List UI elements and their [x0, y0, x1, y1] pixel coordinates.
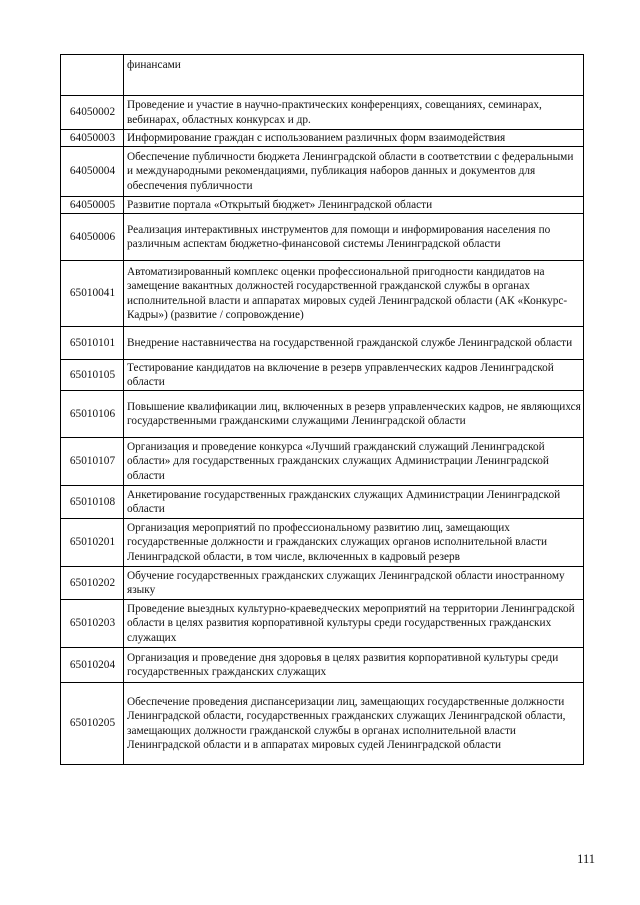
row-code: 65010108	[61, 486, 124, 519]
table-row	[61, 261, 584, 327]
row-code: 65010105	[61, 360, 124, 391]
table-row	[61, 648, 584, 683]
row-code	[61, 55, 124, 96]
row-code: 65010201	[61, 519, 124, 567]
table-row	[61, 438, 584, 486]
row-code: 65010205	[61, 683, 124, 765]
table-row	[61, 197, 584, 214]
table-row	[61, 214, 584, 261]
row-description: Внедрение наставничества на государственной гражданской службе Ленинградской области	[124, 327, 584, 360]
row-code: 65010203	[61, 600, 124, 648]
table-row	[61, 683, 584, 765]
row-description: Организация мероприятий по профессиональному развитию лиц, замещающих государственные должности и гражданских служащих органов исполнительной власти Ленинградской области, в том числе, включенных в кадровый резерв	[124, 519, 584, 567]
table-row	[61, 486, 584, 519]
row-code: 65010101	[61, 327, 124, 360]
table-row	[61, 130, 584, 147]
row-description: Повышение квалификации лиц, включенных в резерв управленческих кадров, не являющихся государственными гражданскими служащими Ленинградской области	[124, 391, 584, 438]
page-number: 111	[577, 852, 595, 866]
row-description: Обеспечение публичности бюджета Ленинградской области в соответствии с федеральными и международными рекомендациями, публикация наборов данных и документов для обеспечения публичности	[124, 147, 584, 197]
row-code: 65010106	[61, 391, 124, 438]
table-row	[61, 147, 584, 197]
row-code: 65010107	[61, 438, 124, 486]
budget-codes-table	[60, 54, 584, 765]
row-description: Обеспечение проведения диспансеризации лиц, замещающих государственные должности Ленинградской области, государственных гражданских служащих Ленинградской области, замещающих должности гражданской службы в органах исполнительной власти Ленинградской области и в аппаратах мировых судей Ленинградской области	[124, 683, 584, 765]
table-row	[61, 96, 584, 130]
row-description: Анкетирование государственных гражданских служащих Администрации Ленинградской области	[124, 486, 584, 519]
table-row	[61, 391, 584, 438]
row-code: 64050006	[61, 214, 124, 261]
row-description: Проведение выездных культурно-краеведческих мероприятий на территории Ленинградской области в целях развития корпоративной культуры среди государственных гражданских служащих	[124, 600, 584, 648]
row-code: 65010204	[61, 648, 124, 683]
row-description: Автоматизированный комплекс оценки профессиональной пригодности кандидатов на замещение вакантных должностей государственной гражданской службы в органах исполнительной власти и аппаратах мировых судей Ленинградской области (АК «Конкурс-Кадры») (развитие / сопровождение)	[124, 261, 584, 327]
table-row	[61, 567, 584, 600]
table-row	[61, 600, 584, 648]
row-code: 64050003	[61, 130, 124, 147]
row-description: Информирование граждан с использованием различных форм взаимодействия	[124, 130, 584, 147]
table-row	[61, 327, 584, 360]
table-row	[61, 519, 584, 567]
row-code: 65010202	[61, 567, 124, 600]
row-code: 64050005	[61, 197, 124, 214]
row-description: Организация и проведение конкурса «Лучший гражданский служащий Ленинградской области» для государственных гражданских служащих Администрации Ленинградской области	[124, 438, 584, 486]
row-description: Развитие портала «Открытый бюджет» Ленинградской области	[124, 197, 584, 214]
row-code: 65010041	[61, 261, 124, 327]
row-description: Организация и проведение дня здоровья в целях развития корпоративной культуры среди государственных гражданских служащих	[124, 648, 584, 683]
table-row	[61, 55, 584, 96]
row-code: 64050002	[61, 96, 124, 130]
table-row	[61, 360, 584, 391]
row-description: Проведение и участие в научно-практических конференциях, совещаниях, семинарах, вебинарах, областных конкурсах и др.	[124, 96, 584, 130]
row-description: финансами	[124, 55, 584, 96]
row-description: Тестирование кандидатов на включение в резерв управленческих кадров Ленинградской области	[124, 360, 584, 391]
row-description: Обучение государственных гражданских служащих Ленинградской области иностранному языку	[124, 567, 584, 600]
row-description: Реализация интерактивных инструментов для помощи и информирования населения по различным аспектам бюджетно-финансовой системы Ленинградской области	[124, 214, 584, 261]
row-code: 64050004	[61, 147, 124, 197]
